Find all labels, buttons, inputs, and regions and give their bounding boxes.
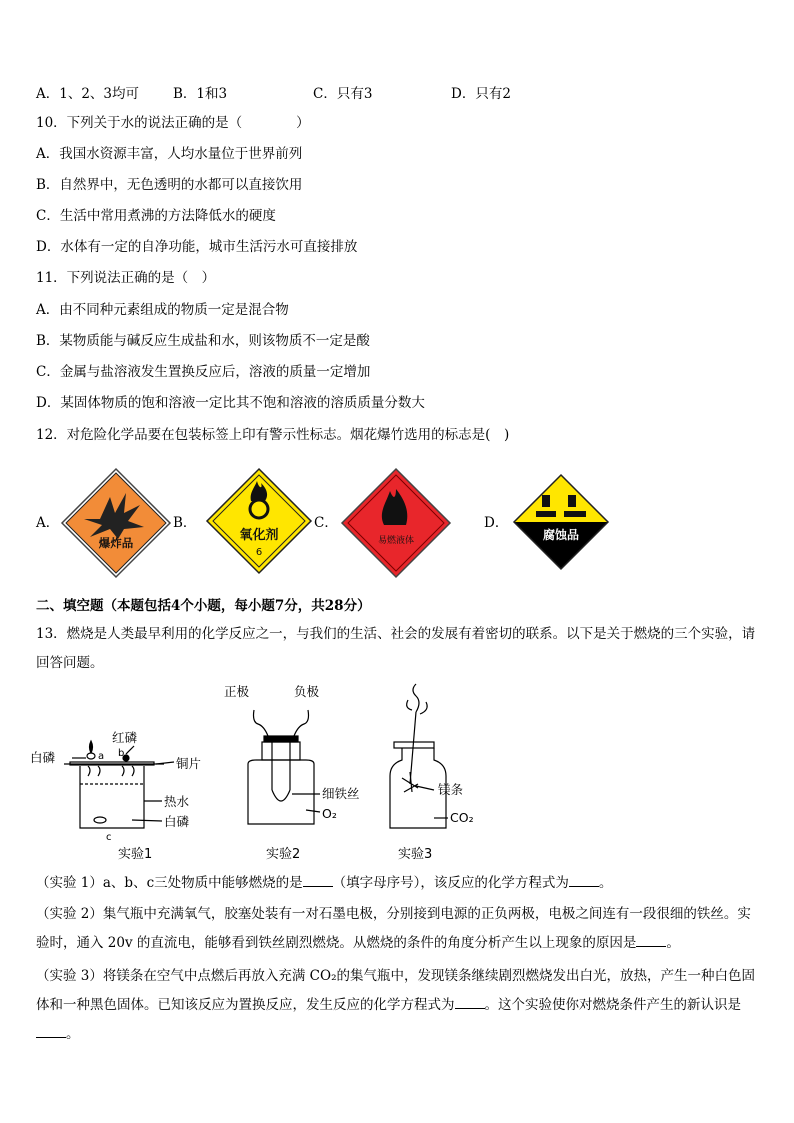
- exp1-caption: 实验1: [118, 847, 153, 862]
- q13-part-3: （实验 3）将镁条在空气中点燃后再放入充满 CO₂的集气瓶中，发现镁条继续剧烈燃烧发出白光，放热，产生一种白色固体和一种黑色固体。已知该反应为置换反应，发生反应的化学方程式为 。这个实验使你对燃烧条件产生的新认识是。: [36, 968, 755, 1042]
- corrosive-sign: [512, 473, 610, 571]
- sign-b-text: 氧化剂: [239, 528, 279, 543]
- exp2-caption: 实验2: [266, 847, 301, 862]
- q13-part-1: （实验 1）a、b、c三处物质中能够燃烧的是 （填字母序号），该反应的化学方程式为 。: [36, 869, 760, 898]
- q9-options: [36, 82, 656, 102]
- answer-blank[interactable]: [636, 932, 666, 947]
- answer-blank[interactable]: [455, 994, 485, 1009]
- answer-blank[interactable]: [303, 872, 333, 887]
- explosive-sign: [60, 467, 172, 579]
- q10-option-a: A．我国水资源丰富，人均水量位于世界前列: [36, 146, 303, 162]
- experiment-3-diagram: [390, 684, 448, 828]
- exp2-iron-wire-label: 细铁丝: [322, 786, 360, 801]
- exp1-copper-label: 铜片: [176, 756, 202, 771]
- experiments-figure: [30, 680, 496, 865]
- q10-option-c: C．生活中常用煮沸的方法降低水的硬度: [36, 208, 276, 224]
- experiment-2-diagram: [248, 710, 320, 824]
- q9-option-c: C．只有3: [313, 86, 373, 102]
- exp3-caption: 实验3: [398, 847, 433, 862]
- q9-option-d: D．只有2: [451, 86, 511, 102]
- sign-c-text: 易燃液体: [377, 536, 415, 546]
- exp1-white-phosphorus-label: 白磷: [30, 750, 56, 765]
- q13-part-2: （实验 2）集气瓶中充满氧气，胶塞处装有一对石墨电极，分别接到电源的正负两极，电极之间连有一段很细的铁丝。实验时，通入 20v 的直流电，能够看到铁丝剧烈燃烧。从燃烧的条件的角度分析产生以上现象的原因是 。: [36, 906, 751, 951]
- q10-option-b: B．自然界中，无色透明的水都可以直接饮用: [36, 177, 303, 193]
- exp2-oxygen-label: O₂: [322, 806, 337, 821]
- q13-stem: 13．燃烧是人类最早利用的化学反应之一，与我们的生活、社会的发展有着密切的联系。以下是关于燃烧的三个实验，请回答问题。: [36, 626, 756, 671]
- q12-stem: 12．对危险化学品要在包装标签上印有警示性标志。烟花爆竹选用的标志是( ): [36, 427, 510, 443]
- oxidizer-sign: [205, 467, 313, 575]
- exp1-label-c: c: [106, 832, 112, 843]
- q12-label-d: D．: [484, 515, 509, 531]
- q10-stem: 10．下列关于水的说法正确的是（ ）: [36, 115, 310, 131]
- exp1-label-a: a: [98, 751, 105, 762]
- sign-b-number: 6: [255, 547, 263, 558]
- exp1-label-b: b: [118, 748, 125, 759]
- q12-label-b: B．: [173, 515, 197, 531]
- sign-d-text: 腐蚀品: [542, 528, 580, 542]
- exp2-negative-electrode-label: 负极: [294, 684, 320, 699]
- section-2-title: 二、填空题（本题包括4个小题，每小题7分，共28分）: [36, 598, 371, 614]
- q11-option-a: A．由不同种元素组成的物质一定是混合物: [36, 302, 289, 318]
- q11-stem: 11．下列说法正确的是（ ）: [36, 270, 216, 286]
- exp1-hot-water-label: 热水: [164, 794, 190, 809]
- q11-option-b: B．某物质能与碱反应生成盐和水，则该物质不一定是酸: [36, 333, 370, 349]
- q12-label-c: C．: [314, 515, 338, 531]
- answer-blank[interactable]: [569, 872, 599, 887]
- sign-a-text: 爆炸品: [98, 536, 134, 550]
- answer-blank[interactable]: [36, 1023, 66, 1038]
- exp3-co2-label: CO₂: [450, 810, 474, 825]
- q9-option-b: B．1和3: [173, 86, 228, 102]
- exp1-red-phosphorus-label: 红磷: [112, 730, 138, 745]
- flammable-liquid-sign: [340, 467, 452, 579]
- q10-option-d: D．水体有一定的自净功能，城市生活污水可直接排放: [36, 239, 358, 255]
- exp1-white-phosphorus-2-label: 白磷: [164, 814, 190, 829]
- exp3-magnesium-label: 镁条: [438, 782, 464, 797]
- q11-option-d: D．某固体物质的饱和溶液一定比其不饱和溶液的溶质质量分数大: [36, 395, 425, 411]
- q9-option-a: A．1、2、3均可: [36, 86, 140, 102]
- q12-label-a: A．: [36, 515, 60, 531]
- exp2-positive-electrode-label: 正极: [224, 684, 250, 699]
- q11-option-c: C．金属与盐溶液发生置换反应后，溶液的质量一定增加: [36, 364, 371, 380]
